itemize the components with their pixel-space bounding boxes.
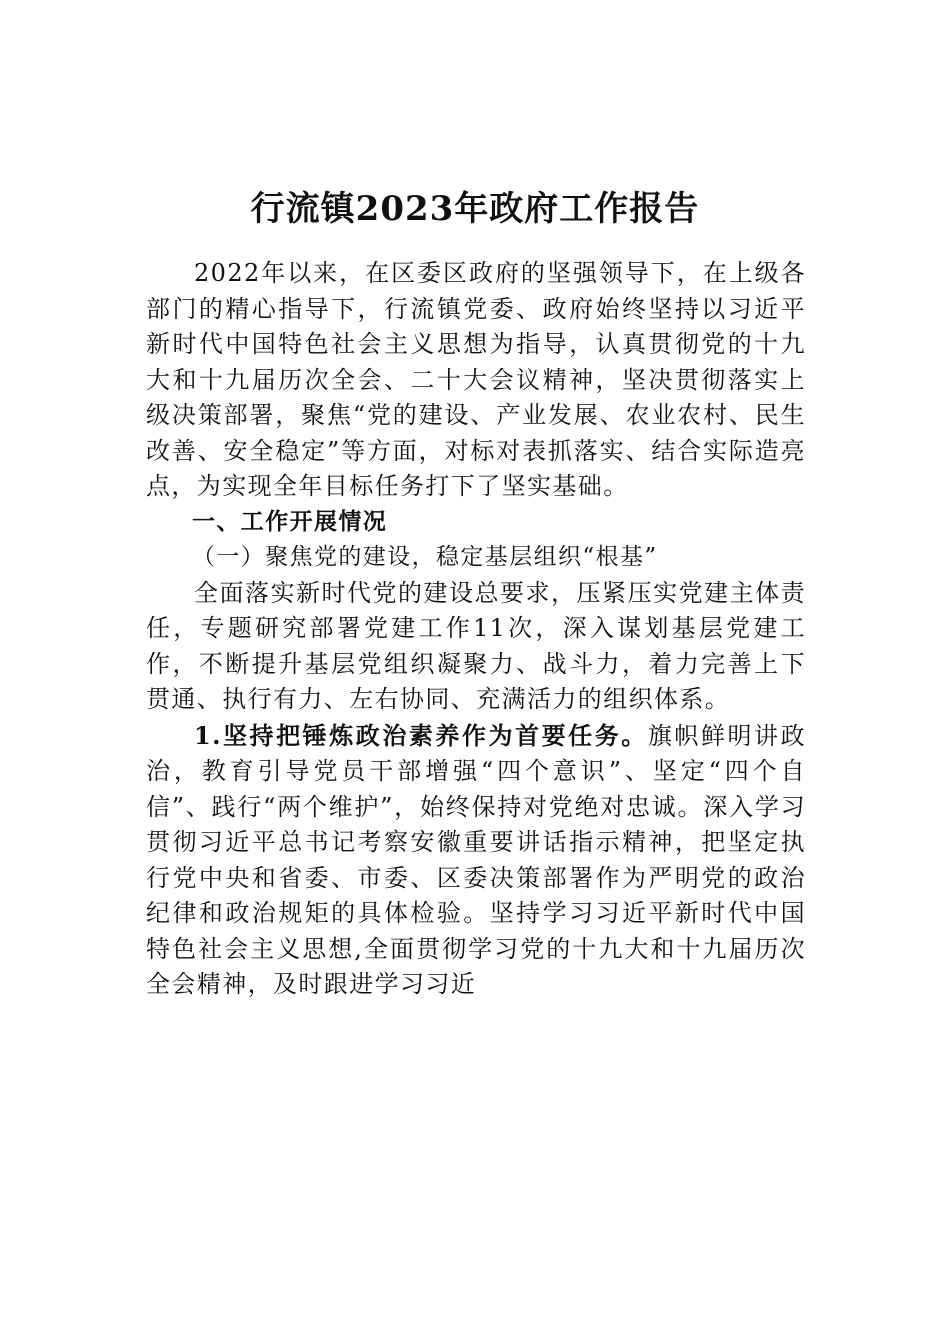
document-title: 行流镇2023年政府工作报告 xyxy=(250,188,700,229)
subsection-1-paragraph: 全面落实新时代党的建设总要求，压紧压实党建主体责任，专题研究部署党建工作11次，深入谋划基层党建工作，不断提升基层党组织凝聚力、战斗力，着力完善上下贯通、执行有力、左右协同、充满活力的组织体系。 xyxy=(146,578,806,713)
document-body xyxy=(146,256,806,1003)
item-1-paragraph xyxy=(146,718,806,1003)
item-1-lead: 1.坚持把锤炼政治素养作为首要任务。 xyxy=(194,720,648,750)
section-heading-1: 一、工作开展情况 xyxy=(192,508,388,535)
subsection-heading-1: （一）聚焦党的建设，稳定基层组织“根基” xyxy=(192,544,658,570)
item-1-body: 旗帜鲜明讲政治，教育引导党员干部增强“四个意识”、坚定“四个自信”、践行“两个维护”，始终保持对党绝对忠诚。深入学习贯彻习近平总书记考察安徽重要讲话指示精神，把坚定执行党中央和省委、市委、区委决策部署作为严明党的政治纪律和政治规矩的具体检验。坚持学习习近平新时代中国特色社会主义思想,全面贯彻学习党的十九大和十九届历次全会精神，及时跟进学习习近 xyxy=(146,721,806,998)
intro-paragraph: 2022年以来，在区委区政府的坚强领导下，在上级各部门的精心指导下，行流镇党委、政府始终坚持以习近平新时代中国特色社会主义思想为指导，认真贯彻党的十九大和十九届历次全会、二十大会议精神，坚决贯彻落实上级决策部署，聚焦“党的建设、产业发展、农业农村、民生改善、安全稳定”等方面，对标对表抓落实、结合实际造亮点，为实现全年目标任务打下了坚实基础。 xyxy=(146,259,806,500)
